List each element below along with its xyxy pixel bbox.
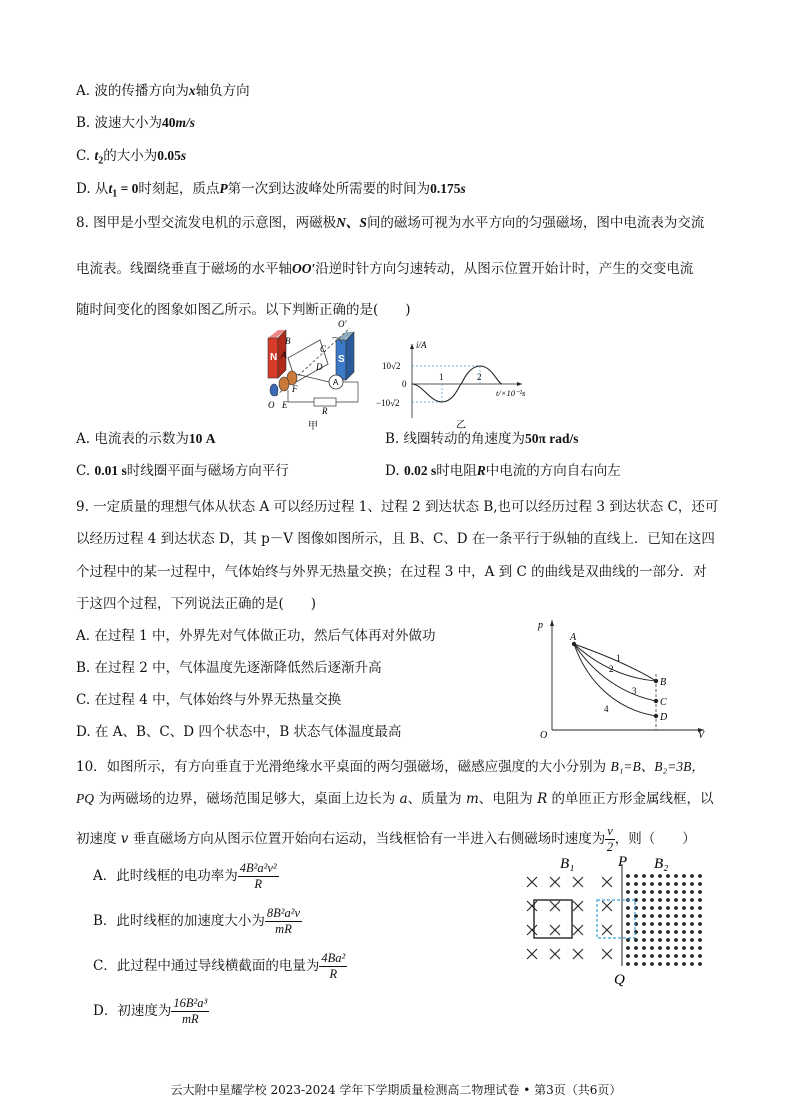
field-dot-mark (626, 938, 630, 942)
fig-label-oprime: O′ (338, 319, 347, 329)
field-dot-mark (690, 898, 694, 902)
field-dot-mark (650, 954, 654, 958)
pv-axis-v: V (698, 730, 705, 740)
field-dot-mark (690, 914, 694, 918)
field-dot-mark (658, 898, 662, 902)
field-dot-mark (666, 914, 670, 918)
field-dot-mark (634, 962, 638, 966)
field-dot-mark (658, 962, 662, 966)
field-dot-mark (650, 962, 654, 966)
field-dot-mark (642, 882, 646, 886)
q9-option-c: C. 在过程 4 中，气体始终与外界无热量交换 (76, 692, 342, 708)
field-dot-mark (682, 946, 686, 950)
field-dot-mark (682, 882, 686, 886)
field-dot-mark (666, 906, 670, 910)
field-dot-mark (666, 890, 670, 894)
field-dot-mark (626, 874, 630, 878)
pv-graph (532, 614, 712, 740)
field-dot-mark (658, 914, 662, 918)
field-dot-mark (658, 874, 662, 878)
q8-stem-line3: 随时间变化的图象如图乙所示。以下判断正确的是( ) (76, 302, 411, 318)
field-dot-mark (650, 890, 654, 894)
field-label-b2: B₂ (654, 856, 669, 872)
fig-label-d: D (316, 362, 323, 372)
fig-label-o: O (268, 400, 275, 410)
field-dot-mark (698, 882, 702, 886)
q7-option-c: C. $t_2$的大小为0.05s (76, 148, 187, 167)
pv-label-b: B (660, 677, 667, 688)
field-dot-mark (682, 914, 686, 918)
fig-ammeter-label: A (333, 378, 339, 387)
q9-stem-line4: 于这四个过程，下列说法正确的是( ) (76, 596, 317, 612)
q9-option-a: A. 在过程 1 中，外界先对气体做正功，然后气体再对外做功 (76, 628, 436, 644)
field-dot-mark (690, 954, 694, 958)
field-dot-mark (698, 930, 702, 934)
field-dot-mark (682, 938, 686, 942)
field-dot-mark (698, 962, 702, 966)
graph-y-neg: −10√2 (376, 398, 400, 408)
boundary-label-q: Q (614, 972, 625, 988)
graph-zero: 0 (402, 379, 407, 389)
field-dot-mark (658, 922, 662, 926)
field-dot-mark (674, 938, 678, 942)
boundary-label-p: P (618, 854, 628, 870)
field-dot-mark (666, 946, 670, 950)
page-footer: 云大附中星耀学校 2023-2024 学年下学期质量检测高二物理试卷 • 第3页（共6页） (170, 1083, 622, 1097)
graph-tick-2: 2 (477, 372, 482, 382)
field-dot-mark (682, 906, 686, 910)
field-dot-mark (650, 882, 654, 886)
q9-stem-line1: 9. 一定质量的理想气体从状态 A 可以经历过程 1、过程 2 到达状态 B,也可以经历过程 3 到达状态 C，还可 (76, 499, 719, 515)
field-dot-mark (642, 930, 646, 934)
q9-stem-line2: 以经历过程 4 到达状态 D，其 p－V 图像如图所示，且 B、C、D 在一条平行于纵轴的直线上．已知在这四 (76, 531, 715, 547)
fig-label-r: R (322, 406, 328, 416)
field-dot-mark (642, 922, 646, 926)
pv-curve-4: 4 (604, 704, 609, 714)
field-dot-mark (658, 930, 662, 934)
q7-option-b: B. 波速大小为40m/s (76, 115, 196, 131)
field-dot-mark (666, 874, 670, 878)
q10-option-d: D．初速度为 $\frac{\text{16B²a³}}{mR}$ (93, 996, 208, 1026)
fig-label-c: C (320, 344, 327, 354)
field-dot-mark (666, 938, 670, 942)
q9-stem-line3: 个过程中的某一过程中，气体始终与外界无热量交换；在过程 3 中，A 到 C 的曲线是双曲线的一部分．对 (76, 564, 707, 580)
field-dot-mark (658, 938, 662, 942)
fig-label-e: E (282, 400, 288, 410)
field-dot-mark (626, 914, 630, 918)
q10-stem-line2: PQ 为两磁场的边界，磁场范围足够大，桌面上边长为 a、质量为 m、电阻为 R 的单匝正方形金属线框，以 (76, 791, 714, 807)
field-dot-mark (666, 930, 670, 934)
field-dot-mark (626, 962, 630, 966)
q10-option-b: B．此时线框的加速度大小为 $\frac{\text{8B²a²v}}{mR}$ (93, 906, 301, 936)
q8-option-d: D. 0.02 s时电阻R中电流的方向自右向左 (385, 463, 621, 479)
field-dot-mark (626, 930, 630, 934)
field-dot-mark (690, 882, 694, 886)
q8-option-c: C. 0.01 s时线圈平面与磁场方向平行 (76, 463, 289, 479)
field-dot-mark (650, 930, 654, 934)
field-dot-mark (682, 898, 686, 902)
pv-curve-3: 3 (632, 686, 637, 696)
field-dot-mark (674, 922, 678, 926)
field-dot-mark (634, 874, 638, 878)
field-dot-mark (666, 954, 670, 958)
current-graph (372, 336, 540, 432)
q8-option-b: B. 线圈转动的角速度为50π rad/s (385, 431, 579, 447)
fig-caption-jia: 甲 (308, 421, 318, 432)
field-dot-mark (674, 906, 678, 910)
field-dot-mark (682, 930, 686, 934)
field-dot-mark (626, 946, 630, 950)
field-dot-mark (698, 954, 702, 958)
field-dot-mark (642, 906, 646, 910)
q10-stem-line3: 初速度 v 垂直磁场方向从图示位置开始向右运动，当线框恰有一半进入右侧磁场时速度为 $\frac{v}{2}$ ，则（ ） (76, 824, 696, 854)
field-dot-mark (698, 874, 702, 878)
field-dot-mark (642, 938, 646, 942)
field-dot-mark (674, 898, 678, 902)
field-dot-mark (698, 898, 702, 902)
field-dot-mark (634, 954, 638, 958)
field-dot-mark (642, 874, 646, 878)
field-dot-mark (674, 962, 678, 966)
pv-label-d: D (660, 712, 668, 723)
field-dot-mark (666, 922, 670, 926)
field-dot-mark (682, 922, 686, 926)
field-dot-mark (682, 954, 686, 958)
field-dot-mark (666, 898, 670, 902)
field-dot-mark (642, 914, 646, 918)
field-dot-mark (674, 882, 678, 886)
field-dot-mark (642, 946, 646, 950)
field-dot-mark (650, 938, 654, 942)
field-dot-mark (674, 890, 678, 894)
field-dot-mark (650, 874, 654, 878)
pv-curve-2: 2 (609, 664, 614, 674)
q8-stem-line2: 电流表。线圈绕垂直于磁场的水平轴OO′沿逆时针方向匀速转动，从图示位置开始计时，产生的交变电流 (76, 261, 694, 277)
field-dot-mark (634, 890, 638, 894)
field-dot-mark (650, 906, 654, 910)
pv-label-a: A (570, 632, 577, 643)
field-dot-mark (682, 890, 686, 894)
field-dot-mark (626, 954, 630, 958)
field-dot-mark (690, 962, 694, 966)
field-dot-mark (658, 882, 662, 886)
pv-curve-1: 1 (616, 653, 621, 663)
pv-origin: O (540, 730, 548, 740)
field-dot-mark (642, 954, 646, 958)
q10-option-c: C．此过程中通过导线横截面的电量为 $\frac{\text{4Ba²}}{R}$ (93, 951, 346, 981)
generator-figure (258, 318, 376, 432)
field-dot-mark (626, 890, 630, 894)
field-dot-mark (698, 914, 702, 918)
field-dot-mark (674, 954, 678, 958)
fig-label-s: S (338, 354, 345, 365)
q10-option-a: A．此时线框的电功率为 $\frac{\text{4B²a²v²}}{R}$ (93, 861, 277, 891)
magnetic-field-figure (514, 848, 714, 988)
field-dot-mark (698, 890, 702, 894)
q9-option-d: D. 在 A、B、C、D 四个状态中，B 状态气体温度最高 (76, 724, 402, 740)
field-dot-mark (642, 890, 646, 894)
field-dot-mark (690, 890, 694, 894)
field-dot-mark (626, 922, 630, 926)
field-dot-mark (690, 922, 694, 926)
field-dot-mark (658, 954, 662, 958)
field-dot-mark (682, 962, 686, 966)
field-dot-mark (650, 922, 654, 926)
field-dot-mark (634, 882, 638, 886)
field-dot-mark (650, 898, 654, 902)
field-dot-mark (666, 882, 670, 886)
fig-label-b: B (285, 336, 291, 346)
fig-label-f: F (292, 384, 298, 394)
field-dot-mark (674, 946, 678, 950)
fig-caption-yi: 乙 (456, 420, 466, 431)
graph-y-pos: 10√2 (382, 361, 401, 371)
pv-label-c: C (660, 697, 667, 708)
field-dot-mark (650, 946, 654, 950)
q8-stem-line1: 8. 图甲是小型交流发电机的示意图，两磁极N、S间的磁场可视为水平方向的匀强磁场，图中电流表为交流 (76, 215, 705, 231)
pv-axis-p: p (538, 620, 543, 631)
field-dot-mark (690, 874, 694, 878)
field-dot-mark (650, 914, 654, 918)
graph-tick-1: 1 (439, 372, 444, 382)
field-dot-mark (690, 938, 694, 942)
q7-option-a: A. 波的传播方向为x轴负方向 (76, 83, 250, 99)
field-dot-mark (698, 922, 702, 926)
field-dot-mark (690, 906, 694, 910)
field-dot-mark (698, 946, 702, 950)
field-dot-mark (690, 946, 694, 950)
field-dot-mark (698, 906, 702, 910)
field-dot-mark (642, 962, 646, 966)
field-dot-mark (690, 930, 694, 934)
fig-label-a: A (281, 350, 287, 360)
field-dot-mark (674, 930, 678, 934)
q9-option-b: B. 在过程 2 中，气体温度先逐渐降低然后逐渐升高 (76, 660, 382, 676)
graph-y-label: i/A (416, 340, 427, 350)
field-dot-mark (682, 874, 686, 878)
field-dot-mark (658, 946, 662, 950)
field-dot-mark (642, 898, 646, 902)
field-dot-mark (626, 882, 630, 886)
field-dot-mark (658, 890, 662, 894)
graph-x-label: t/×10⁻²s (496, 388, 526, 398)
field-label-b1: B₁ (560, 856, 575, 872)
field-dot-mark (698, 938, 702, 942)
fig-label-n: N (270, 352, 278, 363)
field-dot-mark (674, 874, 678, 878)
field-dot-mark (634, 938, 638, 942)
field-dot-mark (634, 946, 638, 950)
q8-option-a: A. 电流表的示数为10 A (76, 431, 216, 447)
q7-option-d: D. 从$t_1 = 0$时刻起，质点P第一次到达波峰处所需要的时间为0.175s (76, 181, 466, 200)
q10-stem-line1: 10．如图所示，有方向垂直于光滑绝缘水平桌面的两匀强磁场，磁感应强度的大小分别为 B₁=B、B₂=3B， (76, 759, 705, 775)
field-dot-mark (658, 906, 662, 910)
field-dot-mark (666, 962, 670, 966)
field-dot-mark (674, 914, 678, 918)
field-dot-mark (626, 906, 630, 910)
